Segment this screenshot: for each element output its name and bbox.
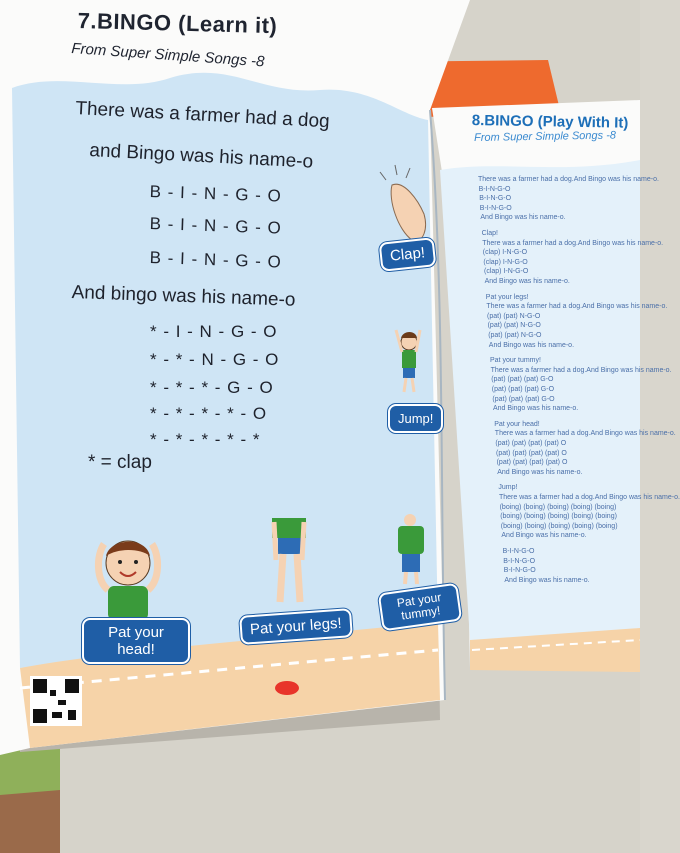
right-page-lyric-line: (pat) (pat) N-G-O [487,322,541,330]
right-page-lyric-line: And Bingo was his name-o. [497,468,583,476]
lyric-line: And bingo was his name-o [71,282,296,311]
right-page-lyric-line: Jump! [498,484,518,492]
lyric-line: B - I - N - G - O [149,214,283,238]
lyric-line: B - I - N - G - O [149,182,283,206]
right-page-lyric-line: (clap) I-N-G-O [482,249,528,257]
right-page-lyric-line: And Bingo was his name-o. [501,532,587,540]
right-page-lyric-line: (pat) (pat) (pat) (pat) O [495,440,567,447]
right-page-lyric-line: (clap) I-N-G-O [483,258,528,266]
right-page-lyric-line: And Bingo was his name-o. [493,405,579,413]
right-page-lyric-line: Pat your tummy! [490,357,541,365]
right-page-lyric-line: There was a farmer had a dog.And Bingo was his name-o. [486,303,668,311]
right-page-lyric-line: (pat) (pat) (pat) G-O [491,386,555,393]
pat-legs-badge: Pat your legs! [239,608,352,645]
lyric-line: * - * - N - G - O [150,350,280,369]
right-page-lyric-line: (clap) I-N-G-O [484,268,529,276]
right-page-lyric-line: Pat your head! [494,420,540,428]
right-page-lyric-line: B-I-N-G-O [479,204,512,212]
right-page-lyric-line: (boing) (boing) (boing) (boing) (boing) [499,503,617,511]
lyric-line: * - * - * - G - O [150,378,274,397]
right-page-lyric-line: B-I-N-G-O [478,185,511,193]
right-page-lyric-line: And Bingo was his name-o. [484,278,570,285]
right-page-lyric-line: (pat) (pat) N-G-O [488,332,542,339]
right-page-lyric-line: (pat) (pat) N-G-O [487,312,541,320]
clap-badge: Clap! [379,237,437,272]
pat-tummy-badge: Pat your tummy! [378,583,463,632]
right-page-lyric-line: (pat) (pat) (pat) G-O [492,395,555,403]
lyric-line: and Bingo was his name-o [88,140,314,173]
pat-head-badge: Pat your head! [82,618,190,664]
right-page-lyric-line: There was a farmer had a dog.And Bingo was his name-o. [499,494,680,501]
right-page-lyric-line: There was a farmer had a dog.And Bingo was his name-o. [482,239,664,247]
right-page-lyric-line: There was a farmer had a dog.And Bingo was his name-o. [490,366,672,374]
right-page-lyric-line: Pat your legs! [485,293,529,301]
lyric-line: There was a farmer had a dog [74,98,331,133]
right-page-lyric-line: Clap! [481,230,498,237]
right-page-lyric-line: (boing) (boing) (boing) (boing) (boing) [500,513,617,521]
lyric-line: B - I - N - G - O [149,248,283,272]
right-page-lyric-line: B-I-N-G-O [502,548,535,555]
right-page-lyric-line: B-I-N-G-O [479,195,512,203]
right-page-lyric-line: (boing) (boing) (boing) (boing) (boing) [500,522,618,530]
right-page-lyric-line: (pat) (pat) (pat) (pat) O [496,459,568,467]
right-page-subtitle: From Super Simple Songs -8 [474,129,617,144]
left-page-title: 7.BINGO (Learn it) [77,8,278,39]
lyric-line: * - * - * - * - * [150,430,261,449]
right-page-lyric-line: B-I-N-G-O [503,557,536,565]
right-page-lyric-line: There was a farmer had a dog.And Bingo was his name-o. [494,430,676,438]
right-page-lyric-line: There was a farmer had a dog.And Bingo was his name-o. [478,176,659,183]
right-page-lyric-line: (pat) (pat) (pat) (pat) O [496,449,567,457]
right-page-lyric-line: And Bingo was his name-o. [488,341,575,349]
right-page-title: 8.BINGO (Play With It) [471,112,629,132]
lyric-line: * - * - * - * - O [150,404,268,423]
jump-badge: Jump! [388,404,443,433]
right-page-lyric-line: B-I-N-G-O [503,567,536,575]
right-page-lyric-line: And Bingo was his name-o. [480,214,566,222]
left-page-subtitle: From Super Simple Songs -8 [70,40,265,71]
right-page-lyric-line: And Bingo was his name-o. [504,576,590,584]
right-page-lyric-line: (pat) (pat) (pat) G-O [491,376,554,384]
clap-legend: * = clap [88,452,152,473]
lyric-line: * - I - N - G - O [150,322,278,341]
